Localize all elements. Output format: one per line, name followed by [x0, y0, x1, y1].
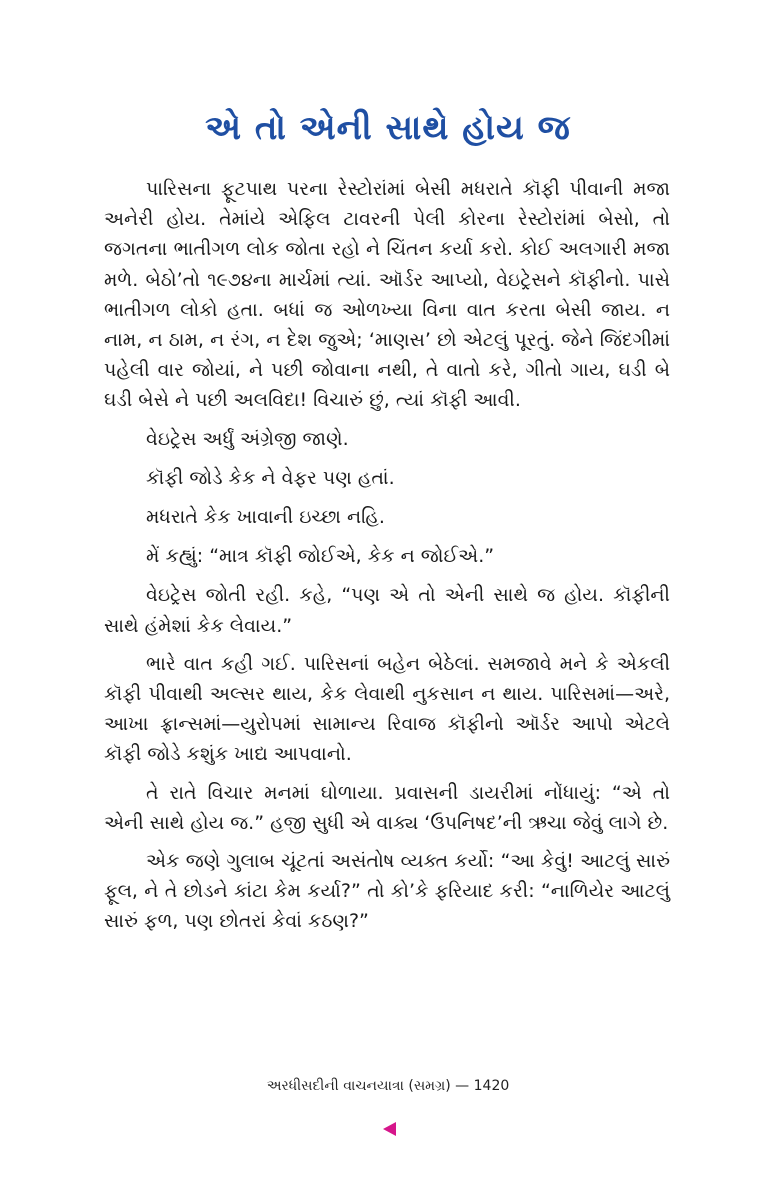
paragraph-6: વેઇટ્રેસ જોતી રહી. કહે, “પણ એ તો એની સાથે જ હોય. કૉફીની સાથે હંમેશાં કેક લેવાય.”: [104, 584, 670, 637]
previous-page-arrow-icon[interactable]: [383, 1122, 396, 1136]
paragraph-5: મેં કહ્યું: “માત્ર કૉફી જોઈએ, કેક ન જોઈએ.”: [146, 545, 495, 568]
page-footer: અરધીસદીની વાચનયાત્રા (સમગ્ર) — 1420: [266, 1078, 510, 1094]
page-title: એ તો એની સાથે હોય જ: [205, 108, 571, 148]
paragraph-7: ભારે વાત કહી ગઈ. પારિસનાં બહેન બેઠેલાં. સમજાવે મને કે એકલી કૉફી પીવાથી અલ્સર થાય, કેક લેવાથી નુકસાન ન થાય. પારિસમાં—અરે, આખા ફ્રાન્સમાં—યુરોપમાં સામાન્ય રિવાજ કૉફીનો ઑર્ડર આપો એટલે કૉફી જોડે કશુંક ખાદ્ય આપવાનો.: [104, 652, 670, 766]
paragraph-1: પારિસના ફૂટપાથ પરના રેસ્ટોરાંમાં બેસી મધરાતે કૉફી પીવાની મજા અનેરી હોય. તેમાંયે એફિલ ટાવરની પેલી કોરના રેસ્ટોરાંમાં બેસો, તો જગતના ભાતીગળ લોક જોતા રહો ને ચિંતન કર્યા કરો. કોઈ અલગારી મજા મળે. બેઠો’તો ૧૯૭૪ના માર્ચમાં ત્યાં. ઑર્ડર આપ્યો, વેઇટ્રેસને કૉફીનો. પાસે ભાતીગળ લોકો હતા. બધાં જ ઓળખ્યા વિના વાત કરતા બેસી જાય. ન નામ, ન ઠામ, ન રંગ, ન દેશ જુએ; ‘માણસ’ છો એટલું પૂરતું. જેને જિંદગીમાં પહેલી વાર જોયાં, ને પછી જોવાના નથી, તે વાતો કરે, ગીતો ગાય, ઘડી બે ઘડી બેસે ને પછી અલવિદા! વિચારું છું, ત્યાં કૉફી આવી.: [104, 178, 670, 412]
paragraph-9: એક જણે ગુલાબ ચૂંટતાં અસંતોષ વ્યક્ત કર્યો: “આ કેવું! આટલું સારું ફૂલ, ને તે છોડને કાંટા કેમ કર્યા?” તો કો’કે ફરિયાદ કરી: “નાળિયેર આટલું સારું ફળ, પણ છોતરાં કેવાં કઠણ?”: [104, 850, 670, 933]
paragraph-4: મધરાતે કેક ખાવાની ઇચ્છા નહિ.: [146, 506, 385, 529]
paragraph-3: કૉફી જોડે કેક ને વેફર પણ હતાં.: [146, 466, 395, 489]
paragraph-2: વેઇટ્રેસ અર્ધું અંગ્રેજી જાણે.: [146, 427, 349, 450]
paragraph-8: તે રાતે વિચાર મનમાં ઘોળાયા. પ્રવાસની ડાયરીમાં નોંધાયું: “એ તો એની સાથે હોય જ.” હજી સુધી એ વાક્ય ‘ઉપનિષદ’ની ઋચા જેવું લાગે છે.: [104, 781, 670, 834]
article-body: [104, 174, 670, 945]
